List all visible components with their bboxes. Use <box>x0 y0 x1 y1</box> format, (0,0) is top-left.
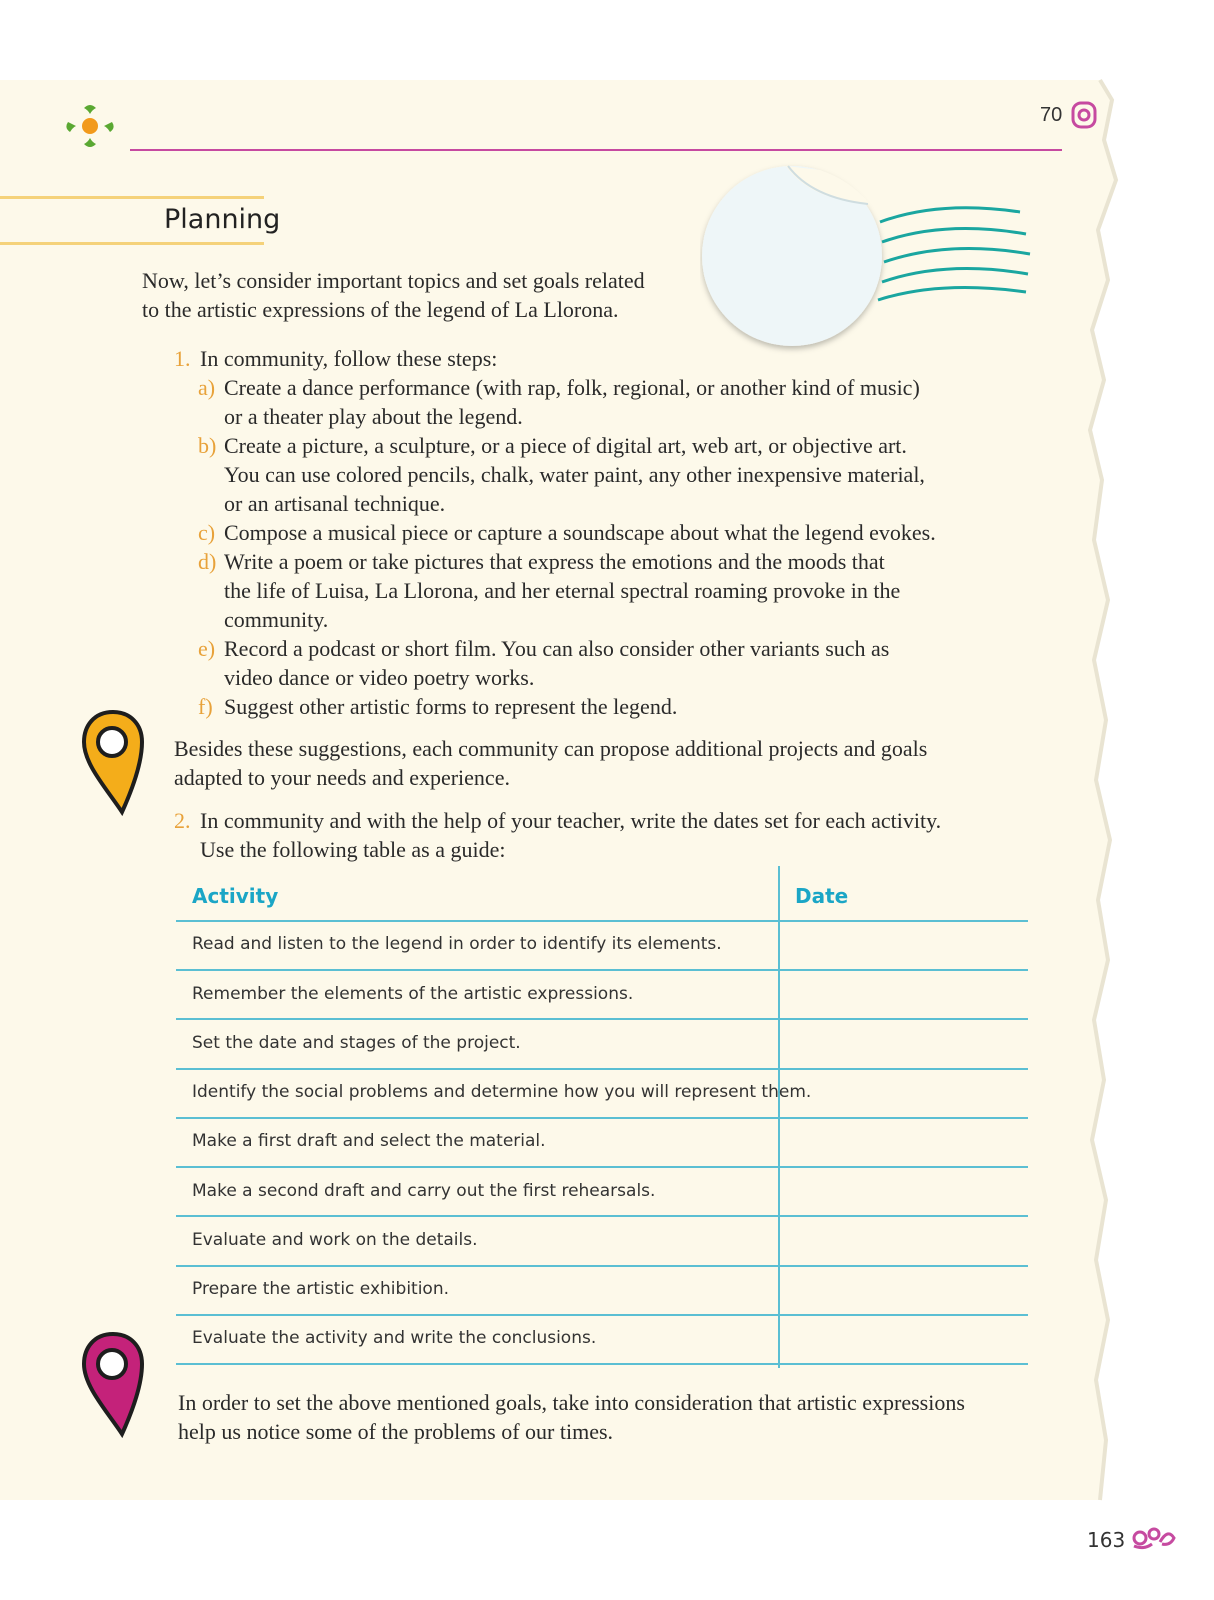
step-2: 2. In community and with the help of your teacher, write the dates set for each activity. Use the following table as a guide: <box>174 808 942 862</box>
section-rule-top <box>0 196 264 199</box>
sub-item-d: d) Write a poem or take pictures that express the emotions and the moods that the life of Luisa, La Llorona, and her eternal spectral roaming provoke in the community. <box>198 549 901 632</box>
table-rule <box>176 1166 1028 1168</box>
table-row: Make a second draft and carry out the first rehearsals. <box>192 1181 656 1201</box>
table-row: Evaluate and work on the details. <box>192 1230 478 1250</box>
table-rule <box>176 1265 1028 1267</box>
table-row: Set the date and stages of the project. <box>192 1033 521 1053</box>
table-row: Identify the social problems and determine how you will represent them. <box>192 1082 812 1102</box>
table-rule <box>176 1363 1028 1365</box>
sub-item-b: b) Create a picture, a sculpture, or a piece of digital art, web art, or objective art. You can use colored pencils, chalk, water paint, any other inexpensive material, or an artisanal technique. <box>198 433 925 516</box>
table-row: Prepare the artistic exhibition. <box>192 1279 450 1299</box>
list-item-1: 1. In community, follow these steps: <box>174 346 498 371</box>
table-row: Make a first draft and select the material. <box>192 1131 546 1151</box>
magenta-map-pin-icon <box>80 1330 146 1438</box>
section-rule-bottom <box>0 242 264 245</box>
sub-item-c: c) Compose a musical piece or capture a soundscape about what the legend evokes. <box>198 520 936 545</box>
table-rule <box>176 969 1028 971</box>
footer-ornament-icon <box>1130 1524 1176 1552</box>
table-rule <box>176 1068 1028 1070</box>
orange-map-pin-icon <box>80 708 146 816</box>
table-row: Read and listen to the legend in order to identify its elements. <box>192 934 722 954</box>
list-number: 2. <box>174 808 191 833</box>
table-row: Remember the elements of the artistic expressions. <box>192 984 634 1004</box>
inner-page-number: 70 <box>1040 104 1063 126</box>
table-header-date: Date <box>795 884 849 908</box>
stamp-icon <box>700 160 1050 360</box>
sub-item-a: a) Create a dance performance (with rap, folk, regional, or another kind of music) or a theater play about the legend. <box>198 375 920 429</box>
table-rule <box>176 1117 1028 1119</box>
section-title: Planning <box>164 204 281 235</box>
logo-icon <box>64 100 116 152</box>
intro-paragraph: Now, let’s consider important topics and set goals related to the artistic expressions of the legend of La Llorona. <box>142 268 645 322</box>
decorative-glyph-icon <box>1070 100 1098 130</box>
sub-item-f: f) Suggest other artistic forms to represent the legend. <box>198 694 678 719</box>
steps-list <box>174 344 1014 721</box>
table-rule <box>176 1018 1028 1020</box>
page-number: 163 <box>1087 1528 1126 1552</box>
table-rule <box>176 1215 1028 1217</box>
table-rule <box>176 1314 1028 1316</box>
header-rule <box>130 149 1062 151</box>
table-rule <box>176 920 1028 922</box>
table-header-activity: Activity <box>192 884 279 908</box>
sub-item-e: e) Record a podcast or short film. You can also consider other variants such as video dance or video poetry works. <box>198 636 890 690</box>
list-number: 1. <box>174 346 191 371</box>
table-row: Evaluate the activity and write the conclusions. <box>192 1328 597 1348</box>
besides-paragraph: Besides these suggestions, each community can propose additional projects and goals adapted to your needs and experience. <box>174 736 928 790</box>
closing-paragraph: In order to set the above mentioned goals, take into consideration that artistic expressions help us notice some of the problems of our times. <box>178 1390 965 1444</box>
